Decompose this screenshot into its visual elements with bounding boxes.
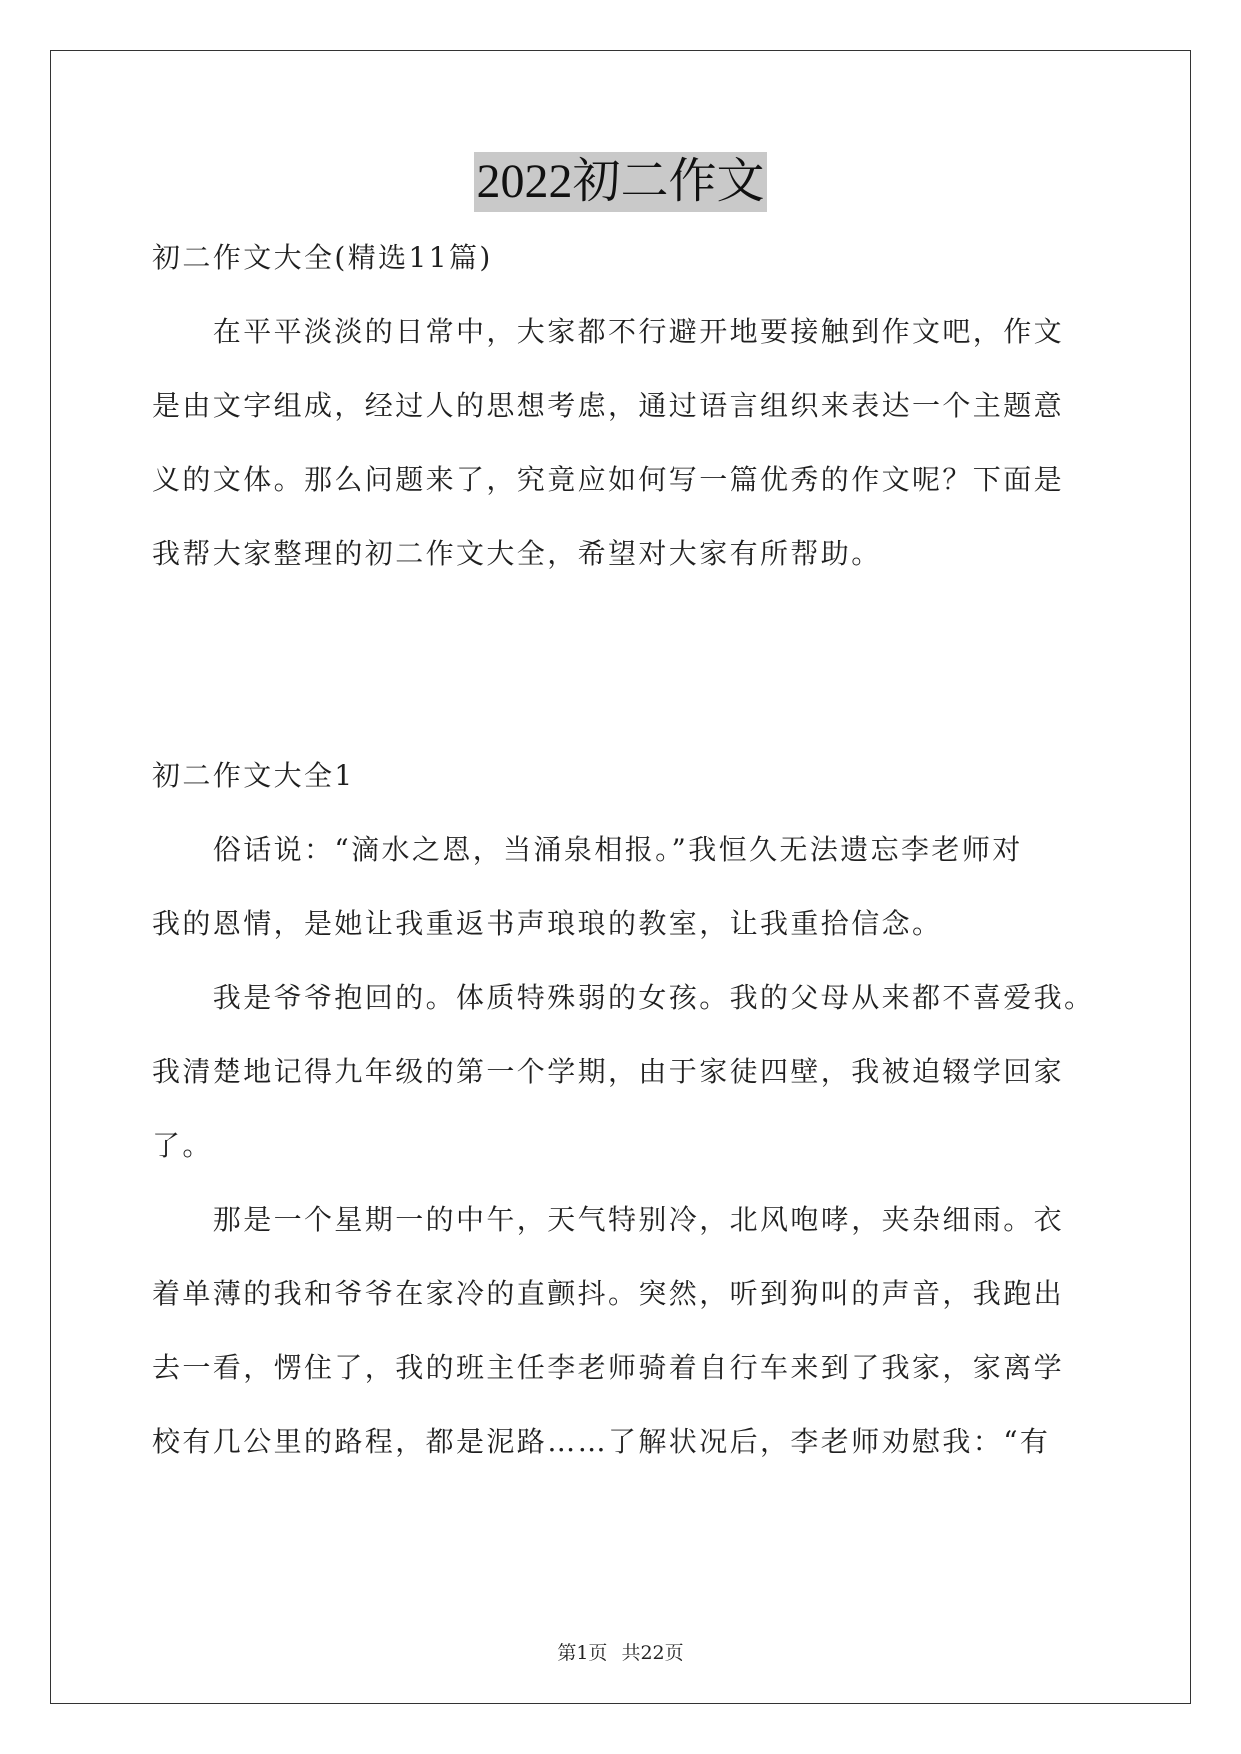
intro-line: 我帮大家整理的初二作文大全，希望对大家有所帮助。: [152, 537, 882, 570]
document-title: 2022初二作文: [474, 152, 766, 212]
section-line: 校有几公里的路程，都是泥路……了解状况后，李老师劝慰我：“有: [152, 1425, 1051, 1458]
section-line: 着单薄的我和爷爷在家冷的直颤抖。突然，听到狗叫的声音，我跑出: [152, 1277, 1065, 1310]
section-line: 了。: [152, 1129, 213, 1162]
section-heading: 初二作文大全1: [152, 759, 355, 792]
subtitle: 初二作文大全(精选11篇): [152, 241, 493, 274]
section-line: 去一看，愣住了，我的班主任李老师骑着自行车来到了我家，家离学: [152, 1351, 1065, 1384]
section-line: 我清楚地记得九年级的第一个学期，由于家徒四壁，我被迫辍学回家: [152, 1055, 1065, 1088]
section-line: 那是一个星期一的中午，天气特别冷，北风咆哮，夹杂细雨。衣: [152, 1203, 1065, 1236]
page-footer: [0, 1638, 1241, 1665]
total-pages: 共22页: [621, 1642, 684, 1664]
intro-line: 是由文字组成，经过人的思想考虑，通过语言组织来表达一个主题意: [152, 389, 1065, 422]
page-number: 第1页: [557, 1642, 608, 1664]
section-line: 俗话说：“滴水之恩，当涌泉相报。”我恒久无法遗忘李老师对: [152, 833, 1023, 866]
section-line: 我是爷爷抱回的。体质特殊弱的女孩。我的父母从来都不喜爱我。: [152, 981, 1095, 1014]
section-line: 我的恩情，是她让我重返书声琅琅的教室，让我重拾信念。: [152, 907, 943, 940]
intro-line: 在平平淡淡的日常中，大家都不行避开地要接触到作文吧，作文: [152, 315, 1065, 348]
intro-line: 义的文体。那么问题来了，究竟应如何写一篇优秀的作文呢？下面是: [152, 463, 1065, 496]
title-container: [0, 152, 1241, 212]
